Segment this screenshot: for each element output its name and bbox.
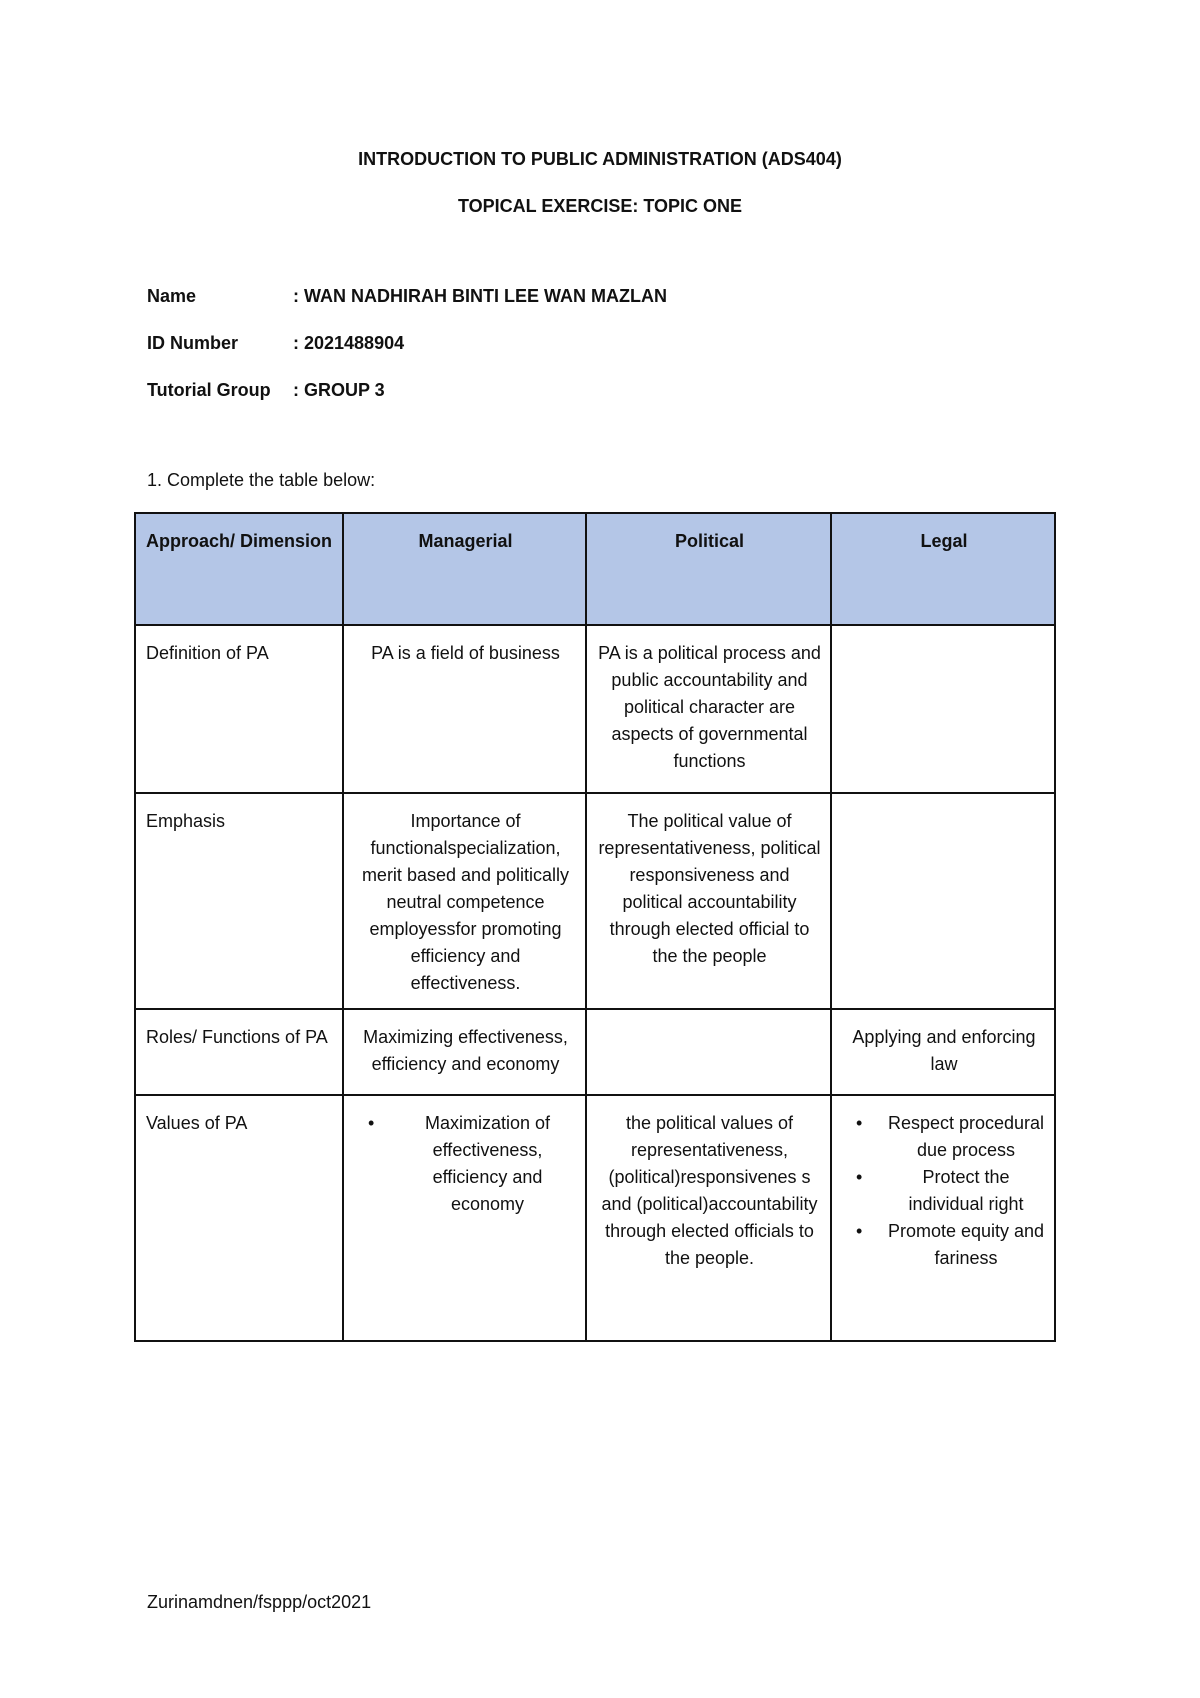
table-row xyxy=(135,625,1055,793)
cell-political xyxy=(586,1009,831,1095)
header-approach: Approach/ Dimension xyxy=(135,513,343,625)
cell-managerial: Importance of functionalspecialization, merit based and politically neutral competence employessfor promoting efficiency and effectiveness. xyxy=(343,793,586,1009)
cell-legal xyxy=(831,1095,1055,1341)
table-row xyxy=(135,1095,1055,1341)
cell-political: The political value of representativeness, political responsiveness and political accountability through elected official to the the people xyxy=(586,793,831,1009)
list-item: • Promote equity and fariness xyxy=(886,1218,1046,1272)
cell-managerial: PA is a field of business xyxy=(343,625,586,793)
student-name-line xyxy=(147,286,667,307)
table-header-row xyxy=(135,513,1055,625)
cell-managerial xyxy=(343,1095,586,1341)
cell-political: PA is a political process and public accountability and political character are aspects of governmental functions xyxy=(586,625,831,793)
table-row xyxy=(135,793,1055,1009)
cell-legal: Applying and enforcing law xyxy=(831,1009,1055,1095)
id-label: ID Number xyxy=(147,333,239,353)
legal-values-list xyxy=(842,1110,1046,1272)
list-item: • Protect the individual right xyxy=(886,1164,1046,1218)
header-managerial: Managerial xyxy=(343,513,586,625)
row-label: Roles/ Functions of PA xyxy=(135,1009,343,1095)
cell-legal xyxy=(831,625,1055,793)
document-subtitle: TOPICAL EXERCISE: TOPIC ONE xyxy=(457,196,743,216)
header-legal: Legal xyxy=(831,513,1055,625)
student-id-line xyxy=(147,333,404,354)
name-label: Name xyxy=(147,286,197,306)
row-label: Definition of PA xyxy=(135,625,343,793)
row-label: Emphasis xyxy=(135,793,343,1009)
cell-political: the political values of representativeness, (political)responsivenes s and (political)accountability through elected officials to the people. xyxy=(586,1095,831,1341)
comparison-table xyxy=(134,512,1056,1342)
instruction-text: 1. Complete the table below: xyxy=(147,470,376,490)
cell-managerial: Maximizing effectiveness, efficiency and economy xyxy=(343,1009,586,1095)
tutorial-group-line xyxy=(147,380,385,401)
cell-legal xyxy=(831,793,1055,1009)
managerial-values-list xyxy=(354,1110,577,1218)
table-row xyxy=(135,1009,1055,1095)
name-value: : WAN NADHIRAH BINTI LEE WAN MAZLAN xyxy=(293,286,667,306)
header-political: Political xyxy=(586,513,831,625)
row-label: Values of PA xyxy=(135,1095,343,1341)
document-title: INTRODUCTION TO PUBLIC ADMINISTRATION (ADS404) xyxy=(358,149,842,169)
footer-text: Zurinamdnen/fsppp/oct2021 xyxy=(147,1592,372,1612)
list-item: • Respect procedural due process xyxy=(886,1110,1046,1164)
group-label: Tutorial Group xyxy=(147,380,271,400)
id-value: : 2021488904 xyxy=(293,333,405,353)
group-value: : GROUP 3 xyxy=(293,380,385,400)
list-item: • Maximization of effectiveness, efficiency and economy xyxy=(398,1110,577,1218)
